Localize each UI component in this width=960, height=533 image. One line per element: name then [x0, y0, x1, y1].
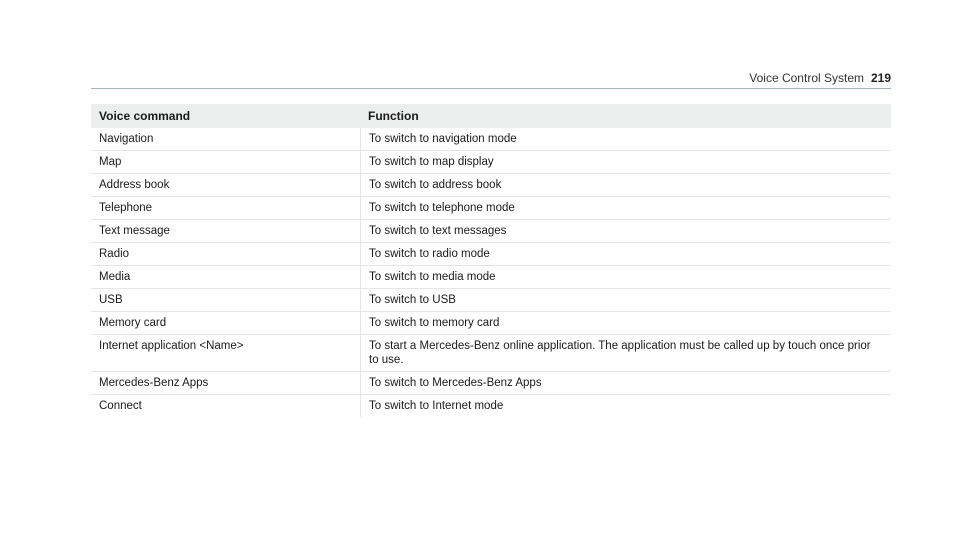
function-cell: To switch to Mercedes-Benz Apps — [360, 372, 891, 394]
header-divider — [91, 88, 891, 89]
function-cell: To switch to map display — [360, 151, 891, 173]
table-row — [91, 266, 891, 289]
voice-command-cell: Mercedes-Benz Apps — [99, 377, 209, 389]
voice-command-cell: Connect — [99, 400, 142, 412]
table-row — [91, 372, 891, 395]
function-cell: To switch to text messages — [360, 220, 891, 242]
table-row — [91, 128, 891, 151]
voice-command-cell: Telephone — [99, 202, 153, 214]
table-row — [91, 289, 891, 312]
column-header-function: Function — [368, 109, 419, 123]
table-row — [91, 151, 891, 174]
section-title: Voice Control System — [749, 71, 864, 85]
function-cell: To switch to address book — [360, 174, 891, 196]
voice-command-cell: Internet application <Name> — [99, 340, 244, 352]
function-cell: To switch to radio mode — [360, 243, 891, 265]
voice-command-cell: Navigation — [99, 133, 154, 145]
table-row — [91, 243, 891, 266]
column-header-voice-command: Voice command — [99, 109, 191, 123]
voice-command-cell: Text message — [99, 225, 170, 237]
table-header-row — [91, 104, 891, 128]
table-row — [91, 174, 891, 197]
voice-command-cell: Media — [99, 271, 131, 283]
page-number: 219 — [870, 71, 891, 85]
table-row — [91, 335, 891, 372]
voice-command-cell: USB — [99, 294, 123, 306]
voice-command-table — [91, 104, 891, 417]
voice-command-cell: Memory card — [99, 317, 167, 329]
function-cell: To start a Mercedes-Benz online application. The application must be called up by touch once prior to use. — [360, 335, 891, 371]
function-cell: To switch to Internet mode — [360, 395, 891, 417]
function-cell: To switch to USB — [360, 289, 891, 311]
function-cell: To switch to media mode — [360, 266, 891, 288]
table-row — [91, 395, 891, 417]
voice-command-cell: Address book — [99, 179, 170, 191]
table-row — [91, 220, 891, 243]
function-cell: To switch to memory card — [360, 312, 891, 334]
function-cell: To switch to telephone mode — [360, 197, 891, 219]
table-row — [91, 312, 891, 335]
running-header — [0, 0, 960, 92]
voice-command-cell: Radio — [99, 248, 130, 260]
voice-command-cell: Map — [99, 156, 122, 168]
table-row — [91, 197, 891, 220]
function-cell: To switch to navigation mode — [360, 128, 891, 150]
